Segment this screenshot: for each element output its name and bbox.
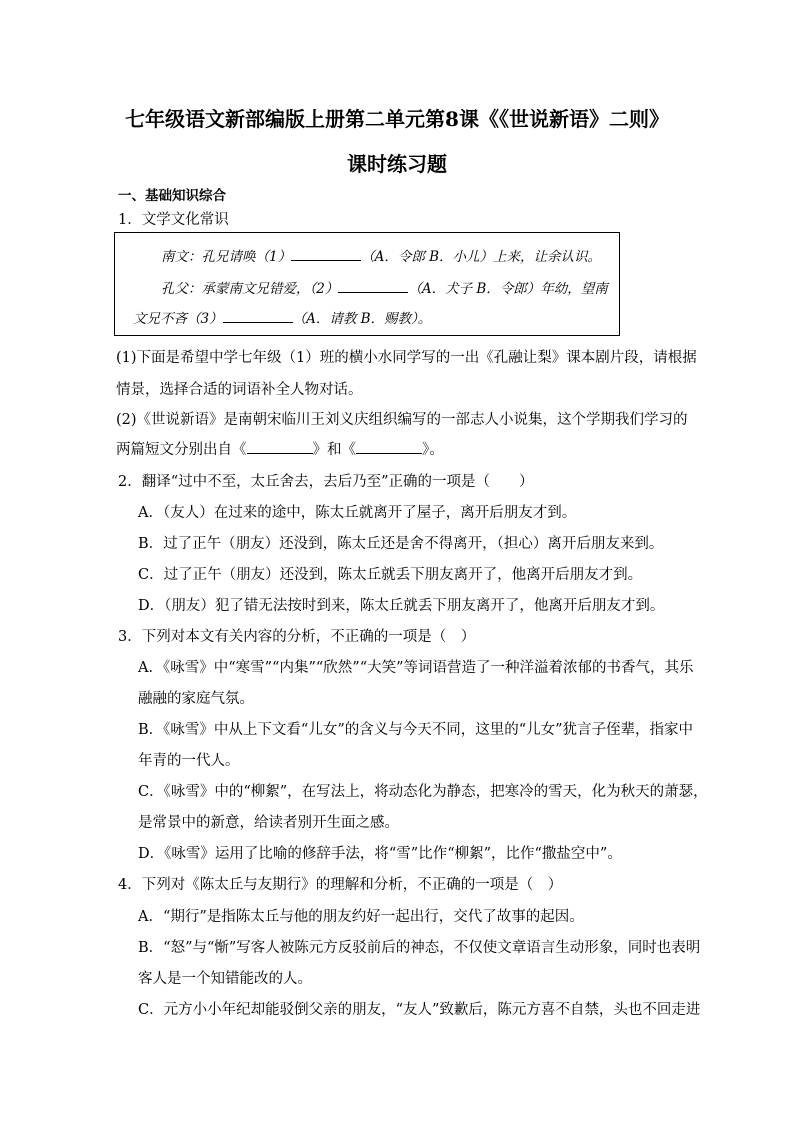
question-3-option-d: D．《咏雪》运用了比喻的修辞手法，将“雪”比作“柳絮”，比作“撒盐空中”。 — [138, 846, 622, 862]
question-2-option-b: B．过了正午（朋友）还没到，陈太丘还是舍不得离开，（担心）离开后朋友来到。 — [138, 536, 664, 552]
page-subtitle: 课时练习题 — [347, 152, 447, 176]
question-4-option-c: C．元方小小年纪却能驳倒父亲的朋友，“友人”致歉后，陈元方喜不自禁，头也不回走进 — [138, 1002, 701, 1018]
dialogue-text: 文兄不吝（3） — [133, 311, 223, 327]
dialogue-box — [114, 232, 620, 336]
question-1-sub-2-cont — [116, 438, 686, 459]
question-2-option-a: A．（友人）在过来的途中，陈太丘就离开了屋子，离开后朋友才到。 — [138, 505, 577, 521]
text: 两篇短文分别出自《 — [116, 442, 247, 458]
question-4-option-b-cont: 客人是一个知错能改的人。 — [138, 971, 312, 987]
question-1-sub-1-cont: 情景，选择合适的词语补全人物对话。 — [116, 382, 363, 398]
answer-blank — [338, 280, 408, 293]
section-heading: 一、基础知识综合 — [118, 188, 226, 204]
question-4-option-a: A．“期行”是指陈太丘与他的朋友约好一起出行，交代了故事的起因。 — [138, 909, 584, 925]
question-3-option-b-cont: 年青的一代人。 — [138, 753, 240, 769]
page-title: 七年级语文新部编版上册第二单元第8课《《世说新语》二则》 — [125, 107, 669, 131]
dialogue-line-1 — [161, 245, 601, 265]
dialogue-text: 南文：孔兄请唤（1） — [161, 249, 292, 265]
question-2-option-c: C．过了正午（朋友）还没到，陈太丘就丢下朋友离开了，他离开后朋友才到。 — [138, 567, 643, 583]
question-2-stem: 2．翻译“过中不至，太丘舍去，去后乃至”正确的一项是（ ） — [118, 474, 534, 490]
question-2-option-d: D．（朋友）犯了错无法按时到来，陈太丘就丢下朋友离开了，他离开后朋友才到。 — [138, 598, 665, 614]
dialogue-line-3 — [133, 307, 431, 327]
dialogue-text: （A．犬子 B．令郎）年幼，望南 — [408, 281, 608, 297]
text: 》和《 — [312, 442, 356, 458]
question-3-option-a-cont: 融融的家庭气氛。 — [138, 691, 254, 707]
dialogue-text: （A．令郎 B．小儿）上来，让余认识。 — [361, 249, 602, 265]
question-1-sub-1: (1)下面是希望中学七年级（1）班的横小水同学写的一出《孔融让梨》课本剧片段，请根据 — [116, 350, 697, 366]
question-3-option-c: C．《咏雪》中的“柳絮”，在写法上，将动态化为静态，把寒冷的雪天，化为秋天的萧瑟， — [138, 784, 708, 800]
question-1-heading: 1．文学文化常识 — [118, 212, 229, 228]
answer-blank — [291, 248, 361, 261]
dialogue-text: 孔父：承蒙南文兄错爱，（2） — [161, 281, 339, 297]
dialogue-line-2 — [161, 277, 608, 297]
question-3-option-a: A．《咏雪》中“寒雪”“内集”“欣然”“大笑”等词语营造了一种洋溢着浓郁的书香气，其乐 — [138, 660, 694, 676]
question-3-stem: 3．下列对本文有关内容的分析，不正确的一项是（ ） — [118, 629, 476, 645]
question-3-option-b: B．《咏雪》中从上下文看“儿女”的含义与今天不同，这里的“儿女”犹言子侄辈，指家中 — [138, 722, 694, 738]
question-1-sub-2: (2)《世说新语》是南朝宋临川王刘义庆组织编写的一部志人小说集，这个学期我们学习的 — [116, 412, 688, 428]
question-4-option-b: B．“怒”与“惭”写客人被陈元方反驳前后的神态，不仅使文章语言生动形象，同时也表明 — [138, 940, 701, 956]
text: 》。 — [422, 442, 444, 458]
dialogue-text: （A．请教 B．赐教）。 — [292, 311, 432, 327]
answer-blank — [223, 310, 293, 323]
question-4-stem: 4．下列对《陈太丘与友期行》的理解和分析，不正确的一项是（ ） — [118, 877, 563, 893]
answer-blank — [247, 441, 313, 454]
question-3-option-c-cont: 是常景中的新意，给读者别开生面之感。 — [138, 815, 399, 831]
answer-blank — [356, 441, 422, 454]
